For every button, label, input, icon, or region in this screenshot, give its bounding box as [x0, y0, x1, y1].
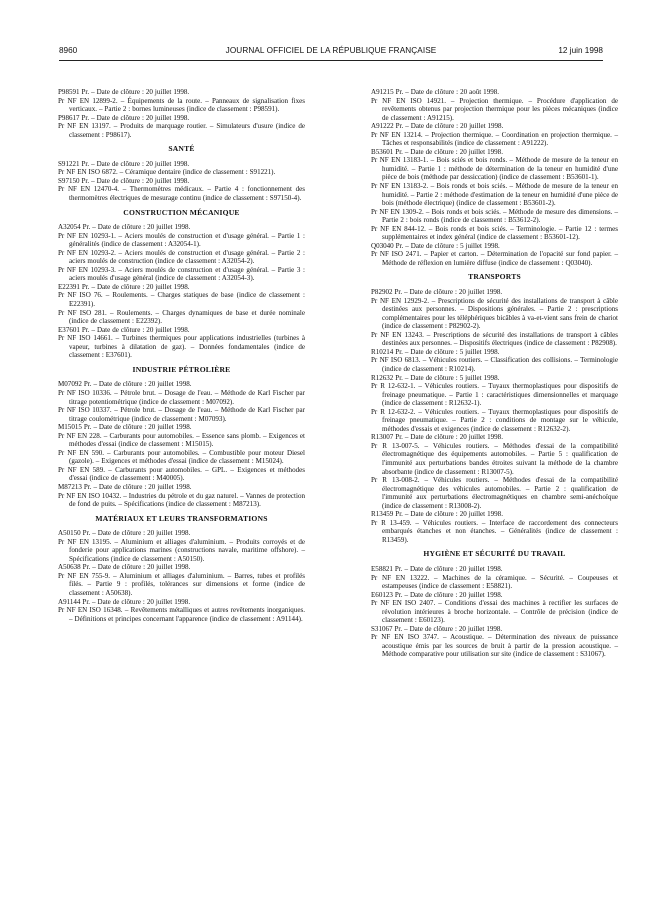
section-heading: HYGIÈNE ET SÉCURITÉ DU TRAVAIL: [423, 549, 566, 559]
standard-entry: A50150 Pr. – Date de clôture : 20 juillet 1998.: [58, 529, 191, 538]
standard-entry: Pr NF EN 228. – Carburants pour automobiles. – Essence sans plomb. – Exigences et méthodes d'essai (indice de classement : M15015).: [58, 431, 305, 449]
standard-entry: Pr NF EN 1309-2. – Bois ronds et bois sciés. – Méthode de mesure des dimensions. – Partie 2 : bois ronds (indice de classement : B53612-2).: [371, 207, 618, 225]
section-heading: INDUSTRIE PÉTROLIÈRE: [132, 364, 231, 374]
standard-entry: Pr NF EN 13195. – Aluminium et alliages d'aluminium. – Produits corroyés et de fonderie pour applications marines (constructions navale, maritime offshore). – Spécifications (indice de classement : A50150).: [58, 537, 305, 563]
standard-entry: M07092 Pr. – Date de clôture : 20 juillet 1998.: [58, 380, 192, 389]
section-heading: TRANSPORTS: [468, 272, 521, 282]
standard-entry: Pr NF EN 13243. – Prescriptions de sécurité des installations de transport à câbles destinées aux personnes. – Dispositifs électriques (indice de classement : P82908).: [371, 330, 618, 348]
standard-entry: Pr NF EN ISO 16348. – Revêtements métalliques et autres revêtements inorganiques. – Définitions et principes concernant l'apparence (indice de classement : A91144).: [58, 606, 305, 623]
right-column: [371, 88, 618, 659]
journal-title: JOURNAL OFFICIEL DE LA RÉPUBLIQUE FRANÇAISE: [225, 46, 437, 55]
standard-entry: P98591 Pr. – Date de clôture : 20 juillet 1998.: [58, 88, 190, 96]
standard-entry: A50638 Pr. – Date de clôture : 20 juillet 1998.: [58, 563, 191, 572]
page-header: [59, 44, 603, 58]
standard-entry: Pr NF ISO 76. – Roulements. – Charges statiques de base (indice de classement : E22391).: [58, 291, 305, 309]
standard-entry: Pr NF EN 13214. – Projection thermique. – Coordination en projection thermique. – Tâches et responsabilités (indice de classement : A91222).: [371, 130, 618, 148]
standard-entry: P98617 Pr. – Date de clôture : 20 juillet 1998.: [58, 113, 190, 122]
standard-entry: Pr NF EN 13183-2. – Bois ronds et bois sciés. – Méthode de mesure de la teneur en humidité. – Partie 2 : méthode d'estimation de la teneur en humidité d'une pièce de bois (méthode électrique) (indice de classement : B53601-2).: [371, 182, 618, 208]
issue-date: 12 juin 1998: [558, 46, 603, 55]
standard-entry: Q03040 Pr. – Date de clôture : 5 juillet 1998.: [371, 241, 500, 250]
standard-entry: Pr NF EN 589. – Carburants pour automobiles. – GPL. – Exigences et méthodes d'essai (indice de classement : M40005).: [58, 465, 305, 483]
standard-entry: A91144 Pr. – Date de clôture : 20 juillet 1998.: [58, 597, 191, 606]
standard-entry: M87213 Pr. – Date de clôture : 20 juillet 1998.: [58, 482, 192, 491]
standard-entry: Pr NF EN 10293-1. – Aciers moulés de construction et d'usage général. – Partie 1 : généralités (indice de classement : A32054-1).: [58, 231, 305, 249]
standard-entry: M15015 Pr. – Date de clôture : 20 juillet 1998.: [58, 423, 192, 432]
standard-entry: Pr R 12-632-2. – Véhicules routiers. – Tuyaux thermoplastiques pour dispositifs de freinage pneumatique. – Partie 2 : conditions de montage sur le véhicule, méthodes d'essais et exigences (indice de classement : R12632-2).: [371, 407, 618, 433]
standard-entry: A91222 Pr. – Date de clôture : 20 juillet 1998.: [371, 122, 504, 131]
standard-entry: B53601 Pr. – Date de clôture : 20 juillet 1998.: [371, 147, 503, 156]
standard-entry: Pr NF EN ISO 10432. – Industries du pétrole et du gaz naturel. – Vannes de protection de fond de puits. – Spécifications (indice de classement : M87213).: [58, 491, 305, 509]
standard-entry: Pr NF EN 13197. – Produits de marquage routier. – Simulateurs d'usure (indice de classement : P98617).: [58, 122, 305, 139]
standard-entry: Pr NF ISO 10336. – Pétrole brut. – Dosage de l'eau. – Méthode de Karl Fischer par titrage potentiométrique (indice de classement : M07092).: [58, 388, 305, 406]
standard-entry: Pr NF ISO 10337. – Pétrole brut. – Dosage de l'eau. – Méthode de Karl Fischer par titrage coulométrique (indice de classement : M07093).: [58, 406, 305, 423]
standard-entry: A91215 Pr. – Date de clôture : 20 août 1998.: [371, 88, 500, 96]
standard-entry: Pr NF EN 10293-3. – Aciers moulés de construction et d'usage général. – Partie 3 : aciers moulés d'usage général (indice de classement : A32054-3).: [58, 265, 305, 283]
standard-entry: Pr NF EN 10293-2. – Aciers moulés de construction et d'usage général. – Partie 2 : aciers moulés de construction (indice de classement : A32054-2).: [58, 248, 305, 266]
standard-entry: R13007 Pr. – Date de clôture : 20 juillet 1998.: [371, 433, 503, 442]
standard-entry: R13459 Pr. – Date de clôture : 20 juillet 1998.: [371, 510, 503, 519]
standard-entry: E60123 Pr. – Date de clôture : 20 juillet 1998.: [371, 590, 503, 599]
standard-entry: Pr NF EN ISO 2407. – Conditions d'essai des machines à rectifier les surfaces de révolution intérieures à broche horizontale. – Contrôle de précision (indice de classement : E60123).: [371, 599, 618, 625]
standard-entry: Pr NF EN 12470-4. – Thermomètres médicaux. – Partie 4 : fonctionnement des thermomètres électriques de mesurage continu (indice de classement : S97150-4).: [58, 185, 305, 203]
header-rule: [59, 60, 603, 61]
standard-entry: Pr NF EN 590. – Carburants pour automobiles. – Combustible pour moteur Diesel (gazole). – Exigences et méthodes d'essai (indice de classement : M15024).: [58, 448, 305, 466]
standard-entry: Pr R 13-007-5. – Véhicules routiers. – Méthodes d'essai de la compatibilité électromagnétique des équipements automobiles. – Partie 5 : qualification de l'immunité aux perturbations bandes étroites suivant la méthode de la chambre absorbante (indice de classement : R13007-5).: [371, 441, 618, 476]
standard-entry: Pr NF EN ISO 3747. – Acoustique. – Détermination des niveaux de puissance acoustique émis par les sources de bruit à partir de la pression acoustique. – Méthode comparative pour utilisation sur site (indice de classement : S31067).: [371, 633, 618, 659]
page-number: 8960: [59, 46, 78, 55]
standard-entry: E58821 Pr. – Date de clôture : 20 juillet 1998.: [371, 564, 503, 573]
standard-entry: S31067 Pr. – Date de clôture : 20 juillet 1998.: [371, 624, 503, 633]
standard-entry: Pr R 13-008-2. – Véhicules routiers. – Méthodes d'essai de la compatibilité électromagnétique des véhicules automobiles. – Partie 2 : qualification de l'immunité aux perturbations électromagnétiques en chambre semi-anéchoïque (indice de classement : R13008-2).: [371, 476, 618, 510]
standard-entry: Pr NF ISO 6813. – Véhicules routiers. – Classification des collisions. – Terminologie (indice de classement : R10214).: [371, 356, 618, 373]
standard-entry: Pr NF EN 13222. – Machines de la céramique. – Sécurité. – Coupeuses et estampeuses (indice de classement : E58821).: [371, 573, 618, 591]
standard-entry: Pr NF ISO 2471. – Papier et carton. – Détermination de l'opacité sur fond papier. – Méthode de réflexion en lumière diffuse (indice de classement : Q03040).: [371, 250, 618, 267]
standard-entry: P82902 Pr. – Date de clôture : 20 juillet 1998.: [371, 288, 503, 297]
left-column: [58, 88, 305, 623]
section-heading: MATÉRIAUX ET LEURS TRANSFORMATIONS: [95, 513, 268, 523]
standard-entry: Pr NF EN 844-12. – Bois ronds et bois sciés. – Terminologie. – Partie 12 : termes supplémentaires et index général (indice de classement : B53601-12).: [371, 224, 618, 242]
standard-entry: Pr NF ISO 14661. – Turbines thermiques pour applications industrielles (turbines à vapeur, turbines à dilatation de gaz). – Données fondamentales (indice de classement : E37601).: [58, 334, 305, 360]
standard-entry: Pr R 12-632-1. – Véhicules routiers. – Tuyaux thermoplastiques pour dispositifs de freinage pneumatique. – Partie 1 : caractéristiques dimensionnelles et marquage (indice de classement : R12632-1).: [371, 382, 618, 408]
standard-entry: Pr NF EN 12929-2. – Prescriptions de sécurité des installations de transport à câble destinées aux personnes. – Dispositions générales. – Partie 2 : prescriptions complémentaires pour les téléphériques bicâbles à va-et-vient sans frein de chariot (indice de classement : P82902-2).: [371, 296, 618, 331]
standard-entry: Pr NF ISO 281. – Roulements. – Charges dynamiques de base et durée nominale (indice de classement : E22392).: [58, 308, 305, 326]
standard-entry: Pr R 13-459. – Véhicules routiers. – Interface de raccordement des connecteurs embarqués étanches et non étanches. – Généralités (indice de classement : R13459).: [371, 518, 618, 544]
standard-entry: E22391 Pr. – Date de clôture : 20 juillet 1998.: [58, 282, 190, 291]
standard-entry: Pr NF EN ISO 14921. – Projection thermique. – Procédure d'application de revêtements obtenus par projection thermique pour les pièces mécaniques (indice de classement : A91215).: [371, 96, 618, 122]
standard-entry: Pr NF EN 13183-1. – Bois sciés et bois ronds. – Méthode de mesure de la teneur en humidité. – Partie 1 : méthode de détermination de la teneur en humidité d'une pièce de bois (méthode par dessiccation) (indice de classement : B53601-1).: [371, 156, 618, 182]
standard-entry: R12632 Pr. – Date de clôture : 5 juillet 1998.: [371, 373, 500, 382]
section-heading: CONSTRUCTION MÉCANIQUE: [123, 207, 240, 217]
standard-entry: Pr NF EN ISO 6872. – Céramique dentaire (indice de classement : S91221).: [58, 168, 276, 177]
standard-entry: A32054 Pr. – Date de clôture : 20 juillet 1998.: [58, 223, 191, 232]
standard-entry: S91221 Pr. – Date de clôture : 20 juillet 1998.: [58, 159, 190, 168]
section-heading: SANTÉ: [168, 144, 195, 154]
standard-entry: E37601 Pr. – Date de clôture : 20 juillet 1998.: [58, 325, 190, 334]
standard-entry: Pr NF EN 12899-2. – Équipements de la route. – Panneaux de signalisation fixes verticaux. – Partie 2 : bornes lumineuses (indice de classement : P98591).: [58, 96, 305, 114]
standard-entry: R10214 Pr. – Date de clôture : 5 juillet 1998.: [371, 347, 500, 356]
standard-entry: S97150 Pr. – Date de clôture : 20 juillet 1998.: [58, 176, 190, 185]
standard-entry: Pr NF EN 755-9. – Aluminium et alliages d'aluminium. – Barres, tubes et profilés filés. – Partie 9 : profilés, tolérances sur dimensions et forme (indice de classement : A50638).: [58, 571, 305, 597]
